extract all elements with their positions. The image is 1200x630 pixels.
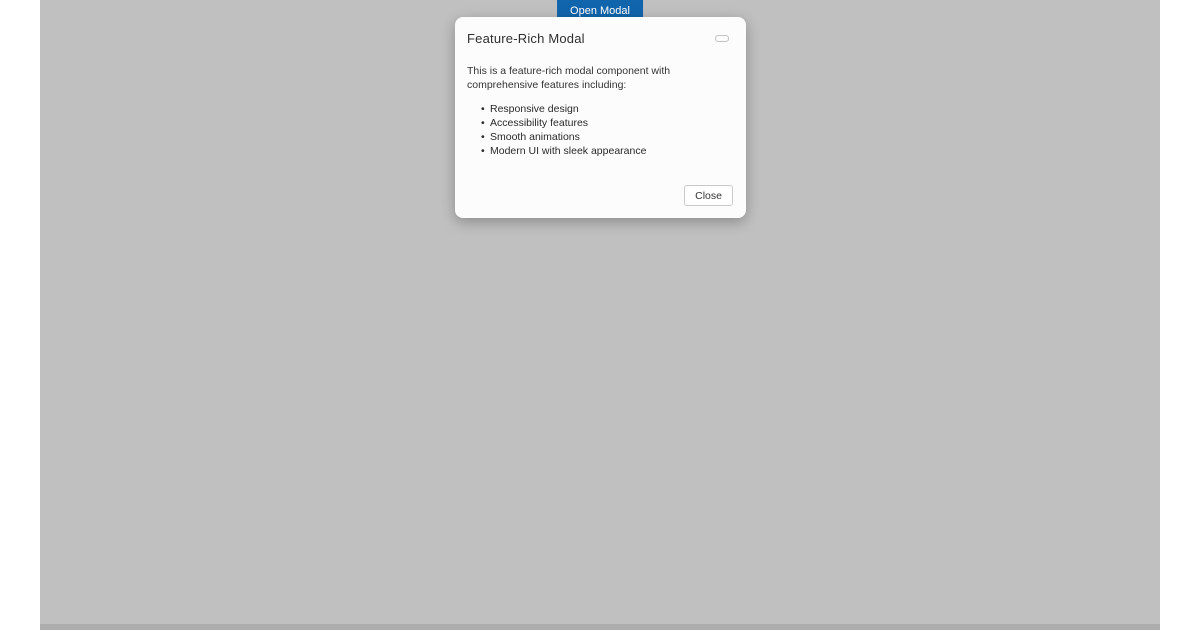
feature-list [467,102,734,158]
modal-body [455,64,746,158]
list-item: • Smooth animations [481,130,734,144]
modal-backdrop[interactable] [40,0,1160,630]
close-button[interactable]: Close [684,185,733,206]
modal-footer [684,185,733,206]
modal-close-icon[interactable] [715,35,729,42]
below-fold-edge [40,624,1160,630]
modal-dialog [455,17,746,218]
open-modal-button[interactable]: Open Modal [557,0,643,21]
modal-description: This is a feature-rich modal component with comprehensive features including: [467,65,671,91]
modal-header [455,17,746,48]
modal-title: Feature-Rich Modal [467,31,585,46]
list-item: • Modern UI with sleek appearance [481,144,734,158]
list-item: • Responsive design [481,102,734,116]
list-item: • Accessibility features [481,116,734,130]
